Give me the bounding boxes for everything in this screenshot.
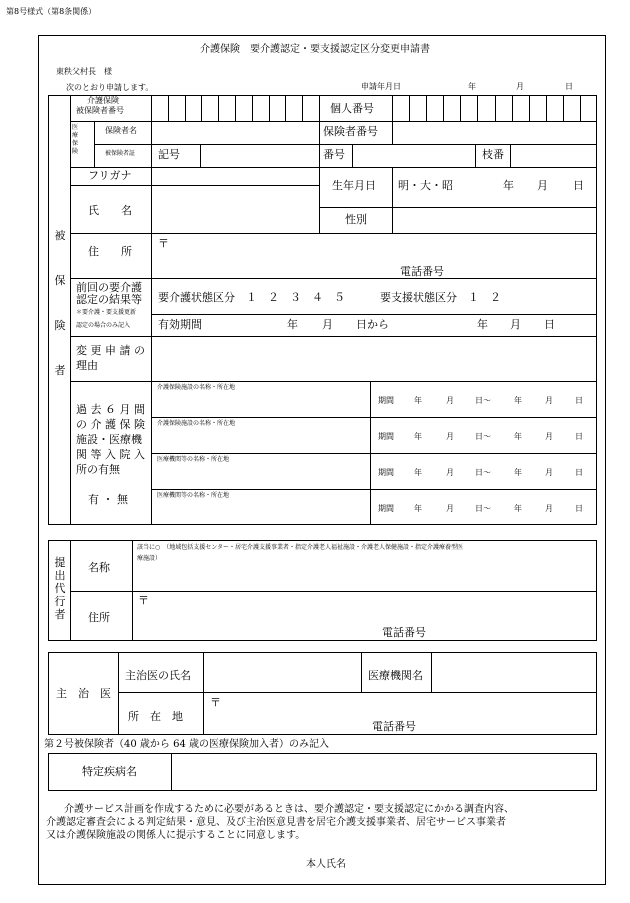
bango-label: 番号 xyxy=(323,148,345,161)
digit-divider xyxy=(409,95,410,121)
yes-no[interactable]: 有 ・ 無 xyxy=(88,493,128,506)
phone-label: 電話番号 xyxy=(400,265,444,278)
past-facility-label: 過 去 ６ 月 間 の 介 護 保 険 施設・医療機 関 等 入 院 入 所の有無 xyxy=(76,403,145,476)
digit-divider xyxy=(443,95,444,121)
agent-note-2: 療施設） xyxy=(137,555,162,562)
consent-line-1: 介護サービス計画を作成するために必要があるときは、要介護認定・要支援認定にかかる調査内容、 xyxy=(64,804,514,815)
digit-divider xyxy=(218,95,219,121)
personal-no-boxes[interactable] xyxy=(392,95,597,121)
agent-name-label: 名称 xyxy=(88,561,110,574)
era-options: 明・大・昭 xyxy=(398,179,453,192)
date-month: 月 xyxy=(516,82,524,91)
form-title: 介護保険 要介護認定・要支援認定区分変更申請書 xyxy=(200,44,430,55)
digit-divider xyxy=(168,95,169,121)
date-day: 日 xyxy=(565,82,573,91)
digit-divider xyxy=(495,95,496,121)
request-text: 次のとおり申請します。 xyxy=(66,83,154,92)
insured-cert-label: 被保険者証 xyxy=(105,150,136,157)
digit-divider xyxy=(426,95,427,121)
digit-divider xyxy=(563,95,564,121)
sex-label: 性別 xyxy=(345,213,367,226)
insured-no-label-2: 被保険者番号 xyxy=(76,106,124,115)
second-insured-note: 第２号被保険者（40 歳から 64 歳の医療保険加入者）のみ記入 xyxy=(44,739,329,750)
change-reason-1: 変 更 申 請 の xyxy=(76,344,145,357)
valid-year-2: 年 xyxy=(477,318,488,331)
care-level: 要介護状態区分 １ ２ ３ ４ ５ xyxy=(158,291,345,304)
date-year: 年 xyxy=(468,82,476,91)
agent-address-label: 住所 xyxy=(88,611,110,624)
prev-note-1: ＊要介護・要支援更新 xyxy=(76,309,137,316)
prev-result-1: 前回の要介護 xyxy=(76,281,142,294)
prev-note-2: 認定の場合のみ記入 xyxy=(76,322,131,329)
digit-divider xyxy=(252,95,253,121)
doctor-name-label: 主治医の氏名 xyxy=(125,669,191,682)
insurer-no-label: 保険者番号 xyxy=(323,125,378,138)
valid-day-from: 日から xyxy=(356,318,389,331)
change-reason-2: 理由 xyxy=(76,359,98,372)
date-label: 申請年月日 xyxy=(361,82,401,91)
consent-line-2: 介護認定審査会による判定結果・意見、及び主治医意見書を居宅介護支援事業者、居宅サービス事業者 xyxy=(46,817,506,828)
edaban-label: 枝番 xyxy=(482,148,504,161)
insurer-name-label: 保険者名 xyxy=(105,126,137,135)
personal-no-label: 個人番号 xyxy=(330,102,374,115)
valid-month: 月 xyxy=(322,318,333,331)
birth-year: 年 xyxy=(503,179,514,192)
disease-label: 特定疾病名 xyxy=(82,765,137,778)
digit-divider xyxy=(529,95,530,121)
doctor-phone: 電話番号 xyxy=(372,720,416,733)
form-id: 第8号様式（第8条関係） xyxy=(6,7,97,16)
name-label: 氏 名 xyxy=(88,204,132,217)
furigana-label: フリガナ xyxy=(88,169,132,182)
digit-divider xyxy=(546,95,547,121)
digit-divider xyxy=(477,95,478,121)
insured-no-label-1: 介護保険 xyxy=(87,96,119,105)
birth-label: 生年月日 xyxy=(332,179,376,192)
valid-year: 年 xyxy=(287,318,298,331)
address-postal: 〒 xyxy=(158,237,169,250)
kigo-label: 記号 xyxy=(158,148,180,161)
doctor-postal: 〒 xyxy=(210,696,221,709)
digit-divider xyxy=(580,95,581,121)
agent-note-1: 該当に○ （地域包括支援センター・居宅介護支援事業者・指定介護老人福祉施設・介護老人保健施設・指定介護療養型医 xyxy=(137,544,463,551)
clinic-label: 医療機関名 xyxy=(368,669,423,682)
birth-day: 日 xyxy=(573,179,584,192)
digit-divider xyxy=(512,95,513,121)
medical-insurance-label: 医療保険 xyxy=(72,124,79,155)
valid-month-2: 月 xyxy=(510,318,521,331)
signature-label: 本人氏名 xyxy=(306,859,346,870)
doctor-address-label: 所 在 地 xyxy=(128,710,183,723)
birth-month: 月 xyxy=(537,179,548,192)
digit-divider xyxy=(185,95,186,121)
digit-divider xyxy=(302,95,303,121)
addressee: 東秩父村長 様 xyxy=(56,67,112,76)
digit-divider xyxy=(285,95,286,121)
agent-phone: 電話番号 xyxy=(382,626,426,639)
insured-no-boxes[interactable] xyxy=(151,95,319,121)
support-level: 要支援状態区分 １ ２ xyxy=(380,291,501,304)
digit-divider xyxy=(460,95,461,121)
digit-divider xyxy=(235,95,236,121)
doctor-label: 主 治 医 xyxy=(56,687,111,700)
valid-label: 有効期間 xyxy=(158,318,202,331)
agent-postal: 〒 xyxy=(138,594,149,607)
prev-result-2: 認定の結果等 xyxy=(76,293,142,306)
valid-day-2: 日 xyxy=(544,318,555,331)
address-label: 住 所 xyxy=(88,245,132,258)
consent-line-3: 又は介護保険施設の関係人に提示することに同意します。 xyxy=(46,830,306,841)
digit-divider xyxy=(269,95,270,121)
digit-divider xyxy=(201,95,202,121)
